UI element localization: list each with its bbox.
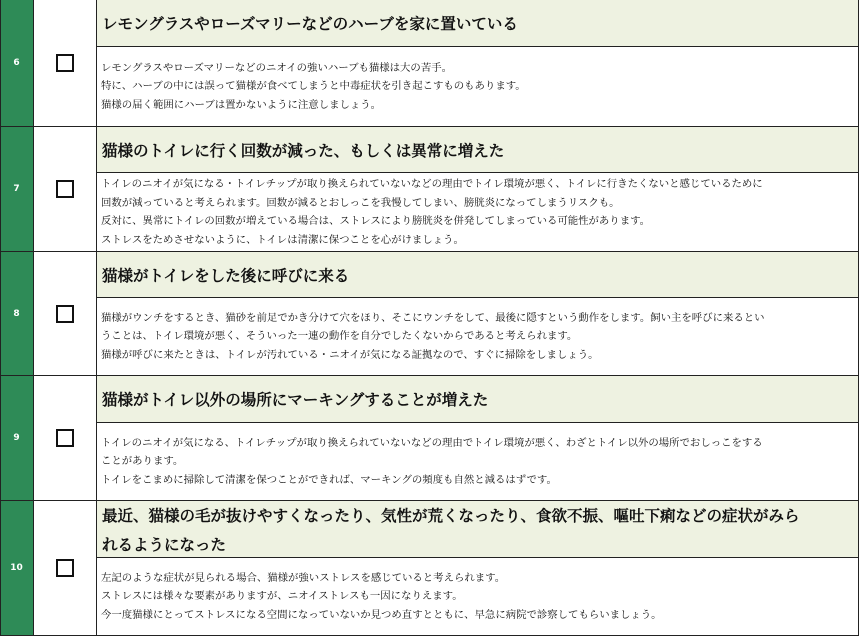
- item-description: [97, 423, 859, 500]
- description-line: レモングラスやローズマリーなどのニオイの強いハーブも猫様は大の苦手。: [101, 61, 452, 74]
- checklist-row-8: [0, 252, 859, 376]
- checkbox[interactable]: [56, 429, 74, 447]
- checkbox[interactable]: [56, 180, 74, 198]
- item-title-text: レモングラスやローズマリーなどのハーブを家に置いている: [102, 15, 518, 33]
- description-line: うことは、トイレ環境が悪く、そういった一連の動作を自分でしたくないからであると考えられます。: [101, 330, 578, 343]
- checklist-row-9: [0, 376, 859, 501]
- description-line: 回数が減っていると考えられます。回数が減るとおしっこを我慢してしまい、膀胱炎になってしまうリスクも。: [101, 196, 620, 209]
- item-title: [97, 376, 859, 423]
- description-line: 特に、ハーブの中には誤って猫様が食べてしまうと中毒症状を引き起こすものもあります。: [101, 80, 526, 93]
- item-title-text: 猫様のトイレに行く回数が減った、もしくは異常に増えた: [102, 141, 505, 160]
- checkbox[interactable]: [56, 305, 74, 323]
- description-line: トイレのニオイが気になる、トイレチップが取り換えられていないなどの理由でトイレ環境が悪く、わざとトイレ以外の場所でおしっこをする: [101, 436, 763, 449]
- item-title: [97, 501, 859, 558]
- checkbox-cell: [34, 501, 97, 635]
- row-number: 6: [0, 0, 34, 126]
- checklist-row-10: [0, 501, 859, 636]
- description-line: 左記のような症状が見られる場合、猫様が強いストレスを感じていると考えられます。: [101, 571, 506, 584]
- description-line: トイレのニオイが気になる・トイレチップが取り換えられていないなどの理由でトイレ環境が悪く、トイレに行きたくないと感じているために: [101, 178, 763, 190]
- description-line: 猫様の届く範囲にハーブは置かないように注意しましょう。: [101, 98, 382, 111]
- description-line: 反対に、異常にトイレの回数が増えている場合は、ストレスにより膀胱炎を併発してしまっている可能性があります。: [101, 215, 651, 227]
- checkbox[interactable]: [56, 559, 74, 577]
- row-number: 9: [0, 376, 34, 500]
- description-line: トイレをこまめに掃除して清潔を保つことができれば、マーキングの頻度も自然と減るはずです。: [101, 473, 557, 486]
- item-title-text: 最近、猫様の毛が抜けやすくなったり、気性が荒くなったり、食欲不振、嘔吐下痢などの症状がみら: [102, 507, 800, 525]
- item-title: [97, 127, 859, 173]
- description-line: 猫様がウンチをするとき、猫砂を前足でかき分けて穴をほり、そこにウンチをして、最後に隠すという動作をします。飼い主を呼びに来るとい: [101, 311, 765, 324]
- item-title-text: 猫様がトイレ以外の場所にマーキングすることが増えた: [102, 391, 489, 409]
- item-title-text-continued: れるようになった: [102, 536, 227, 554]
- row-number: 10: [0, 501, 34, 635]
- item-title-text: 猫様がトイレをした後に呼びに来る: [102, 266, 350, 285]
- item-description: [97, 298, 859, 375]
- description-line: ストレスには様々な要素がありますが、ニオイストレスも一因になりえます。: [101, 590, 463, 603]
- item-description: [97, 47, 859, 126]
- description-line: 今一度猫様にとってストレスになる空間になっていないか見つめ直すとともに、早急に病院で診察してもらいましょう。: [101, 608, 662, 621]
- checkbox-cell: [34, 127, 97, 251]
- description-line: 猫様が呼びに来たときは、トイレが汚れている・ニオイが気になる証拠なので、すぐに掃除をしましょう。: [101, 348, 599, 361]
- row-number: 7: [0, 127, 34, 251]
- item-title: [97, 0, 859, 47]
- checkbox[interactable]: [56, 54, 74, 72]
- description-line: ストレスをためさせないように、トイレは清潔に保つことを心がけましょう。: [101, 233, 464, 246]
- row-number: 8: [0, 252, 34, 375]
- item-description: [97, 173, 859, 251]
- checklist-row-6: [0, 0, 859, 127]
- checkbox-cell: [34, 0, 97, 126]
- item-title: [97, 252, 859, 298]
- item-description: [97, 558, 859, 635]
- checklist-row-7: [0, 127, 859, 252]
- description-line: ことがあります。: [101, 455, 184, 468]
- checkbox-cell: [34, 376, 97, 500]
- checkbox-cell: [34, 252, 97, 375]
